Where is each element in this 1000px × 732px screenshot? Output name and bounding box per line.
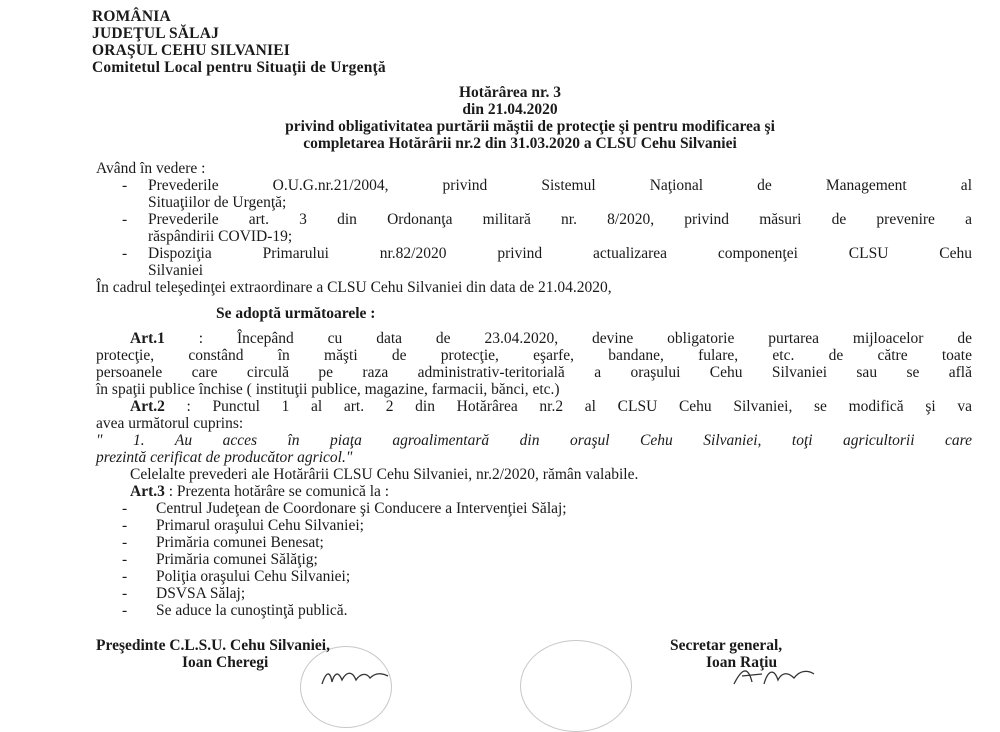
- list-dash: -: [122, 534, 128, 551]
- preamble-item1-line1: Prevederile O.U.G.nr.21/2004, privind Sistemul Naţional de Management al: [148, 177, 972, 194]
- preamble-item3-line1: Dispoziţia Primarului nr.82/2020 privind actualizarea componenţei CLSU Cehu: [148, 245, 972, 262]
- list-dash: -: [122, 211, 128, 228]
- preamble-intro: Având în vedere :: [96, 160, 206, 177]
- preamble-item3-line2: Silvaniei: [148, 262, 204, 279]
- president-name: Ioan Cheregi: [182, 654, 269, 671]
- art3-recipient: Primarul oraşului Cehu Silvaniei;: [156, 517, 364, 534]
- decision-number: Hotărârea nr. 3: [458, 84, 562, 101]
- art1-line4: în spaţii publice închise ( instituţii publice, magazine, farmacii, bănci, etc.): [96, 381, 560, 398]
- preamble-context: În cadrul teleşedinţei extraordinare a CLSU Cehu Silvaniei din data de 21.04.2020,: [96, 279, 612, 296]
- art1-line2: protecţie, constând în măşti de protecţie, eşarfe, bandane, fulare, etc. de către toate: [96, 347, 972, 364]
- header-committee: Comitetul Local pentru Situaţii de Urgenţă: [92, 59, 386, 76]
- header-town: ORAŞUL CEHU SILVANIEI: [92, 42, 291, 59]
- art3-recipient: Primăria comunei Benesat;: [156, 534, 324, 551]
- secretary-name: Ioan Raţiu: [706, 654, 778, 671]
- art1-label: Art.1: [130, 330, 165, 347]
- art3-recipient: Centrul Judeţean de Coordonare şi Conducere a Intervenţiei Sălaj;: [156, 500, 567, 517]
- art3-recipient: Se aduce la cunoştinţă publică.: [156, 602, 348, 619]
- art3-recipient: DSVSA Sălaj;: [156, 585, 246, 602]
- list-dash: -: [122, 245, 128, 262]
- decision-subject-line2: completarea Hotărârii nr.2 din 31.03.2020 a CLSU Cehu Silvaniei: [303, 135, 737, 152]
- list-dash: -: [122, 585, 128, 602]
- list-dash: -: [122, 500, 128, 517]
- list-dash: -: [122, 602, 128, 619]
- art1-line3: persoanele care circulă pe raza administrativ-teritorială a oraşului Cehu Silvaniei sau se află: [96, 364, 972, 381]
- art2-quote-line2: prezintă cerificat de producător agricol.": [96, 449, 353, 466]
- art3-label: Art.3: [130, 483, 165, 500]
- art2-line1: [130, 398, 972, 415]
- adopts-heading: Se adoptă următoarele :: [216, 305, 376, 322]
- art3-line1: [130, 483, 389, 500]
- president-title: Preşedinte C.L.S.U. Cehu Silvaniei,: [96, 637, 330, 654]
- art2-quote-line1: " 1. Au acces în piaţa agroalimentară din oraşul Cehu Silvaniei, toţi agricultorii care: [96, 432, 972, 449]
- art1-line1: [130, 330, 972, 347]
- art2-line3: Celelalte prevederi ale Hotărârii CLSU Cehu Silvaniei, nr.2/2020, rămân valabile.: [130, 466, 639, 483]
- header-country: ROMÂNIA: [92, 8, 171, 25]
- header-county: JUDEŢUL SĂLAJ: [92, 25, 220, 42]
- decision-subject-line1: privind obligativitatea purtării măştii de protecţie şi pentru modificarea şi: [285, 118, 775, 135]
- art3-recipient: Poliţia oraşului Cehu Silvaniei;: [156, 568, 351, 585]
- president-signature: [318, 664, 398, 688]
- art2-line2: avea următorul cuprins:: [96, 415, 244, 432]
- decision-date: din 21.04.2020: [462, 101, 558, 118]
- art3-text: : Prezenta hotărâre se comunică la :: [164, 483, 390, 500]
- art2-label: Art.2: [130, 398, 165, 415]
- preamble-item2-line1: Prevederile art. 3 din Ordonanţa militară nr. 8/2020, privind măsuri de prevenire a: [148, 211, 972, 228]
- list-dash: -: [122, 551, 128, 568]
- preamble-item1-line2: Situaţiilor de Urgenţă;: [148, 194, 287, 211]
- art3-recipient: Primăria comunei Sălăţig;: [156, 551, 318, 568]
- stamp-right: [520, 640, 632, 732]
- list-dash: -: [122, 177, 128, 194]
- art2-text: : Punctul 1 al art. 2 din Hotărârea nr.2 al CLSU Cehu Silvaniei, se modifică şi va: [164, 398, 972, 415]
- secretary-title: Secretar general,: [670, 637, 783, 654]
- list-dash: -: [122, 517, 128, 534]
- secretary-signature: [728, 662, 818, 688]
- art1-text: : Începând cu data de 23.04.2020, devine obligatorie purtarea mijloacelor de: [164, 330, 972, 347]
- preamble-item2-line2: răspândirii COVID-19;: [148, 228, 293, 245]
- list-dash: -: [122, 568, 128, 585]
